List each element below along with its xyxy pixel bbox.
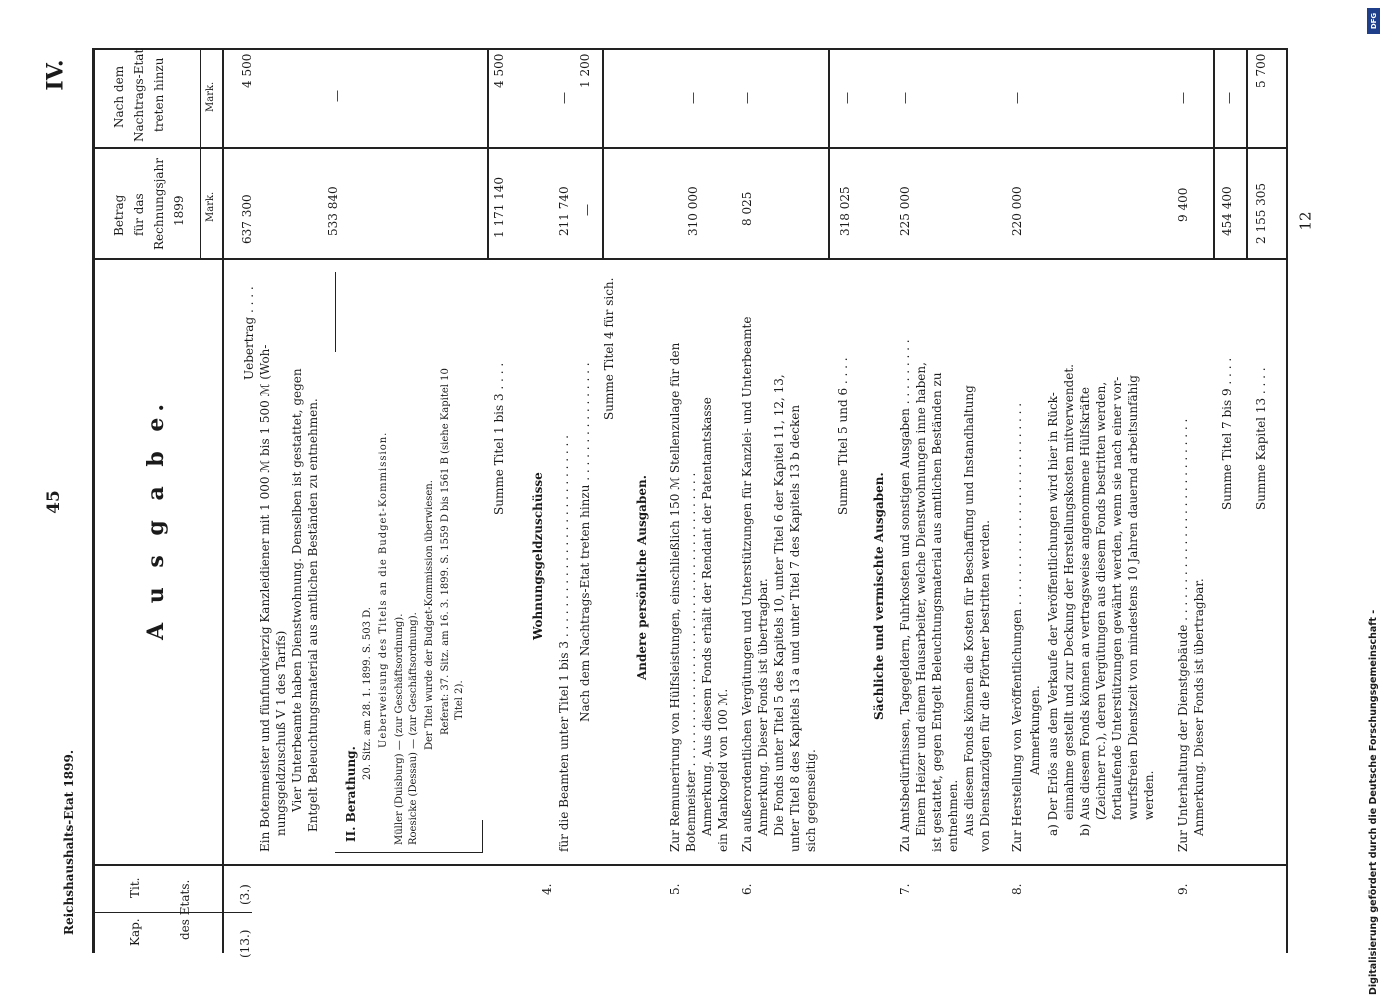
t8-betrag: 220 000 [1010, 186, 1024, 236]
t9-line1: Zur Unterhaltung der Dienstgebäude . . . . . . . . . . . . . . . . . . . . . . . . . . . [1176, 418, 1190, 852]
t7-line6: von Dienstanzügen für die Pförtner bestritten werden. [978, 520, 992, 852]
summe-7-9-nach: — [1222, 92, 1236, 104]
header-rule [222, 48, 224, 953]
header-betrag-2: für das [132, 193, 146, 236]
t5-line3: Anmerkung. Aus diesem Fonds erhält der Rendant der Patentamtskasse [700, 397, 714, 836]
header-nachtrag-2: Nachtrags-Etat [132, 48, 146, 142]
t4-line: für die Beamten unter Titel 1 bis 3 . . . . . . . . . . . . . . . . . . . . . . . . . . . [557, 435, 571, 852]
summe-5-6-nach: — [840, 92, 854, 104]
t3-line3: Vier Unterbeamte haben Dienstwohnung. Denselben ist gestattet, gegen [290, 368, 304, 812]
tit-5: 5. [668, 883, 682, 895]
col-sep-betrag [92, 258, 1288, 260]
sum-rule-4 [602, 48, 604, 260]
t3-nach-b: — [330, 90, 344, 102]
wohnung-title: Wohnungsgeldzuschüsse [531, 472, 545, 640]
ber-box-top [335, 272, 336, 352]
summe-7-9: Summe Titel 7 bis 9 . . . . [1220, 357, 1234, 510]
ber-5: Der Titel wurde der Budget-Kommission überwiesen. [424, 480, 435, 750]
t7-line1: Zu Amtsbedürfnissen, Tagegeldern, Fuhrkosten und sonstigen Ausgaben . . . . . . . . . [898, 339, 912, 852]
t7-nach: — [898, 92, 912, 104]
t3-line1: Ein Botenmeister und fünfundvierzig Kanzleidiener mit 1 000 ℳ bis 1 500 ℳ (Woh- [258, 344, 272, 852]
t3-line4: Entgelt Beleuchtungsmaterial aus amtlichen Beständen zu entnehmen. [306, 398, 320, 832]
t4-betrag: 211 740 [557, 186, 571, 236]
ber-3: Müller (Duisburg) — (zur Geschäftsordnung). [394, 613, 405, 845]
ber-box-bottom [482, 820, 483, 853]
t6-line3: Die Fonds unter Titel 5 des Kapitels 10, unter Titel 6 der Kapitel 11, 12, 13, [772, 374, 786, 836]
header-nachtrag-1: Nach dem [112, 65, 126, 128]
ber-7: Titel 2). [454, 680, 465, 720]
t3-uebertrag: Uebertrag . . . . [242, 286, 256, 380]
t8-line9: werden. [1142, 770, 1156, 820]
t6-nach: — [740, 92, 754, 104]
summe-1-3: Summe Titel 1 bis 3 . . . . [492, 362, 506, 515]
t4-nachtrag-nach: 1 200 [578, 53, 592, 88]
ber-4: Roesicke (Dessau) — (zur Geschäftsordnung). [408, 612, 419, 845]
summe-5-6-betrag: 318 025 [838, 186, 852, 236]
col-sep-kap [92, 912, 252, 913]
sum-rule-5-6 [828, 48, 830, 260]
summe-5-6: Summe Titel 5 und 6 . . . . [836, 357, 850, 515]
t7-line2: Einem Heizer und einem Hausarbeiter, welche Dienstwohnungen inne haben, [914, 362, 928, 836]
ber-title: II. Berathung. [344, 746, 358, 842]
t9-line2: Anmerkung. Dieser Fonds ist übertragbar. [1192, 578, 1206, 836]
t8-line6: (Zeichner rc.), deren Vergütungen aus diesem Fonds bestritten werden, [1094, 381, 1108, 820]
t8-line3: a) Der Erlös aus dem Verkaufe der Veröffentlichungen wird hier in Rück- [1046, 392, 1060, 836]
t5-betrag: 310 000 [686, 186, 700, 236]
t8-line7: fortlaufende Unterstützungen gewährt werden, wenn sie nach einer vor- [1110, 376, 1124, 820]
t3-betrag-a: 637 300 [240, 194, 254, 244]
t5-nach: — [686, 92, 700, 104]
ber-6: Referat: 37. Sitz. am 16. 3. 1899. S. 1559 D bis 1561 B (siehe Kapitel 10 [440, 368, 451, 735]
t6-line2: Anmerkung. Dieser Fonds ist übertragbar. [756, 578, 770, 836]
header-nachtrag-3: treten hinzu [152, 57, 166, 132]
header-ausgabe: A u s g a b e. [143, 397, 169, 640]
page-number: 45 [43, 490, 64, 514]
t8-line5: b) Aus diesem Fonds können an vertragsweise angenommene Hülfskräfte [1078, 387, 1092, 836]
ber-2: Ueberweisung des Titels an die Budget-Kommission. [378, 431, 389, 748]
t4-nachtrag-line: Nach dem Nachtrags-Etat treten hinzu . . . . . . . . . . . . . . . . [578, 362, 592, 722]
t7-betrag: 225 000 [898, 186, 912, 236]
ber-1: 20. Sitz. am 28. 1. 1899. S. 503 D. [362, 607, 373, 780]
kap-13: (13.) [238, 929, 252, 958]
header-tit: Tit. [128, 877, 142, 898]
t6-line5: sich gegenseitig. [804, 749, 818, 852]
header-kap: Kap. [128, 918, 142, 946]
t3-nach-a: 4 500 [240, 53, 254, 88]
summe-4: Summe Titel 4 für sich. [602, 277, 616, 420]
frame-line-top [92, 48, 95, 953]
t6-line1: Zu außerordentlichen Vergütungen und Unterstützungen für Kanzlei- und Unterbeamte [740, 316, 754, 852]
summe-kap13-nach: 5 700 [1254, 53, 1268, 88]
t8-line1: Zur Herstellung von Veröffentlichungen . . . . . . . . . . . . . . . . . . . . . . . . . . . [1010, 402, 1024, 852]
t6-line4: unter Titel 8 des Kapitels 13 a und unter Titel 7 des Kapitels 13 b decken [788, 404, 802, 852]
header-betrag-unit: Mark. [205, 191, 216, 222]
summe-kap13: Summe Kapitel 13 . . . . [1254, 367, 1268, 510]
t5-line2: Botenmeister . . . . . . . . . . . . . . . . . . . . . . . . . . . . . . . . . . . . . . . [684, 472, 698, 852]
t4-nachtrag-betrag: — [580, 204, 594, 216]
col-sep-nachtrag [92, 147, 1288, 149]
summe-kap13-betrag: 2 155 305 [1254, 182, 1268, 244]
sheet-number: 12 [1296, 211, 1315, 231]
t4-nach: — [557, 92, 571, 104]
andere-title: Andere persönliche Ausgaben. [635, 475, 649, 680]
dfg-logo: DFG [1367, 8, 1380, 34]
t9-betrag: 9 400 [1176, 187, 1190, 222]
tit-3: (3.) [238, 884, 252, 905]
t3-line2: nungsgeldzuschuß V 1 des Tarifs) [274, 630, 288, 836]
frame-line-bottom [1286, 48, 1288, 953]
sum-rule-kap13 [1246, 48, 1248, 260]
t9-nach: — [1176, 92, 1190, 104]
ber-box-left [335, 852, 483, 853]
sum-rule-1-3 [487, 48, 489, 260]
t5-line1: Zur Remunerirung von Hülfsleistungen, einschließlich 150 ℳ Stellenzulage für den [668, 342, 682, 852]
t7-line3: ist gestattet, gegen Entgelt Beleuchtungsmaterial aus amtlichen Beständen zu [930, 372, 944, 852]
t3-betrag-b: 533 840 [326, 186, 340, 236]
tit-8: 8. [1010, 883, 1024, 895]
tit-9: 9. [1176, 883, 1190, 895]
col-sep-tit [92, 864, 1288, 866]
tit-4: 4. [540, 883, 554, 895]
t6-betrag: 8 025 [740, 191, 754, 226]
header-nachtrag-unit: Mark. [205, 81, 216, 112]
t7-line4: entnehmen. [946, 779, 960, 852]
t8-line4: einnahme gestellt und zur Deckung der Herstellungskosten mitverwendet. [1062, 364, 1076, 820]
header-betrag-1: Betrag [112, 194, 126, 236]
frame-line-right [92, 48, 1288, 50]
footer-etat: Reichshaushalts-Etat 1899. [62, 749, 76, 935]
header-betrag-3: Rechnungsjahr [152, 158, 166, 250]
tit-6: 6. [740, 883, 754, 895]
tit-7: 7. [898, 883, 912, 895]
summe-7-9-betrag: 454 400 [1220, 186, 1234, 236]
header-des-etats: des Etats. [178, 879, 192, 940]
t8-line8: wurfsfreien Dienstzeit von mindestens 10 Jahren dauernd arbeitsunfähig [1126, 375, 1140, 820]
t8-nach: — [1010, 92, 1024, 104]
header-unit-rule-2 [200, 148, 201, 258]
summe-1-3-nach: 4 500 [492, 53, 506, 88]
t5-line4: ein Mankogeld von 100 ℳ. [716, 688, 730, 852]
summe-1-3-betrag: 1 171 140 [492, 176, 506, 238]
t7-line5: Aus diesem Fonds können die Kosten für Beschaffung und Instandhaltung [962, 385, 976, 836]
header-betrag-4: 1899 [172, 195, 186, 226]
saechl-title: Sächliche und vermischte Ausgaben. [872, 472, 886, 720]
header-unit-rule [200, 48, 201, 148]
sum-rule-7-9 [1213, 48, 1215, 260]
t8-line2: Anmerkungen. [1028, 685, 1042, 775]
section-roman-numeral: IV. [42, 59, 69, 91]
digitization-note: Digitalisierung gefördert durch die Deutsche Forschungsgemeinschaft - [1368, 609, 1379, 995]
